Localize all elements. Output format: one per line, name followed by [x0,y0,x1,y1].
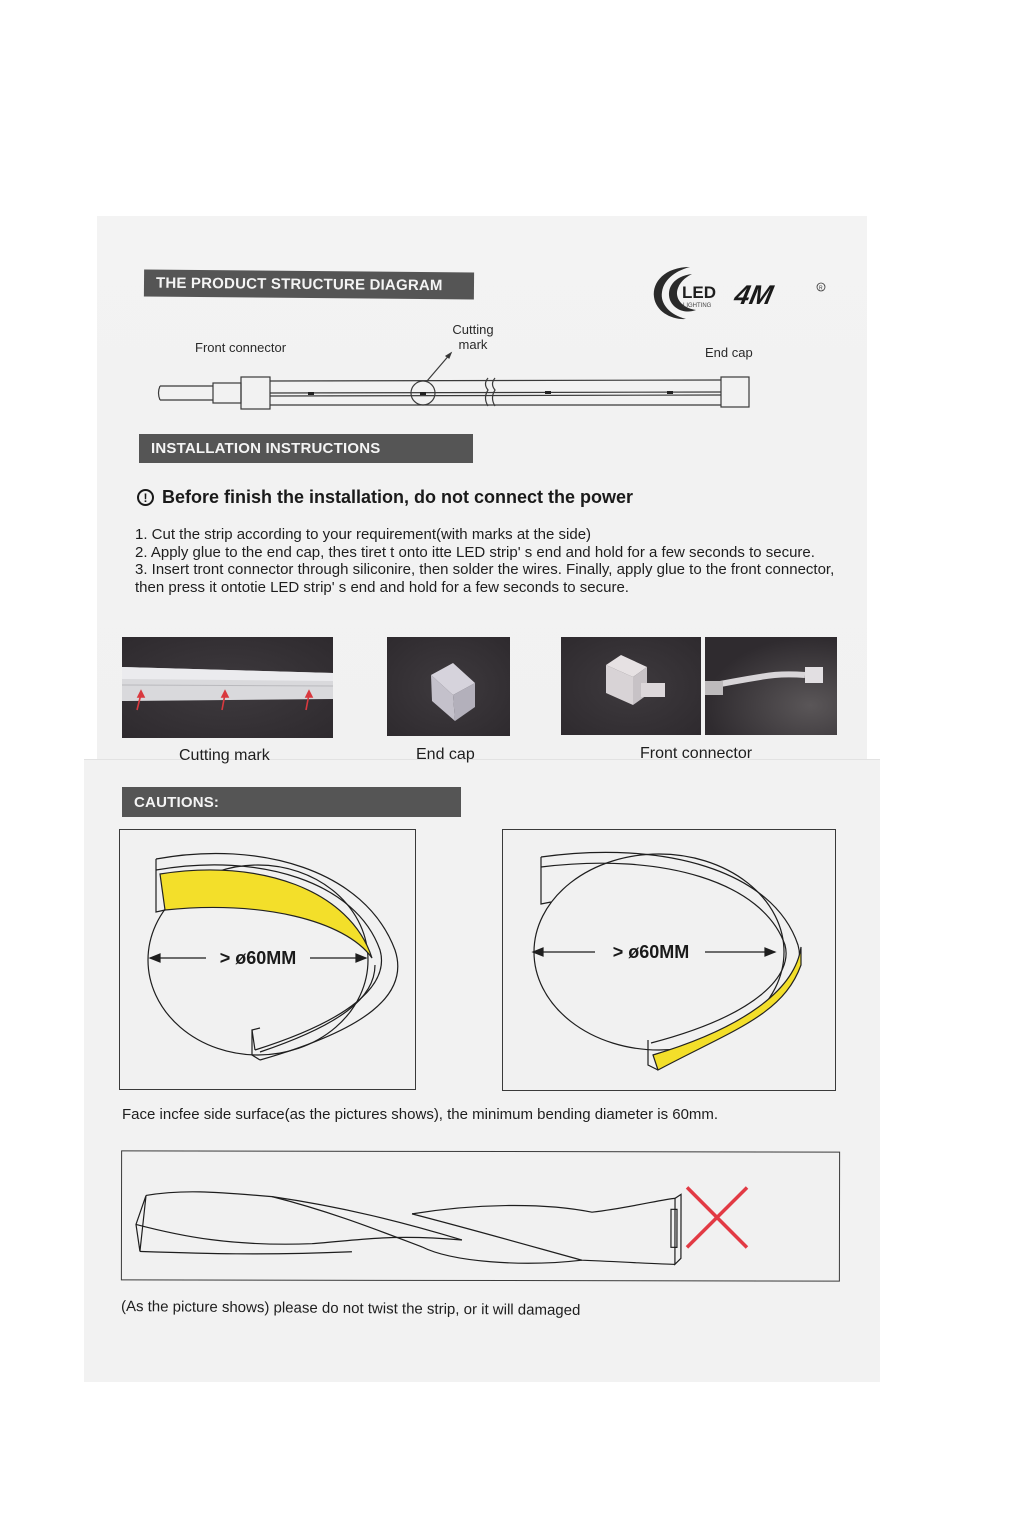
svg-text:LED: LED [682,283,716,302]
svg-text:R: R [819,285,823,292]
bend-caption: Face incfee side surface(as the pictures shows), the minimum bending diameter is 60mm. [122,1106,719,1123]
label-end-cap: End cap [705,345,753,360]
svg-text:4M: 4M [731,279,776,310]
section-title-text: CAUTIONS: [134,793,220,811]
caption-cutting-mark: Cutting mark [179,747,270,764]
label-cutting-line2: mark [458,337,488,352]
section-title-text: THE PRODUCT STRUCTURE DIAGRAM [155,274,443,295]
photo-front-connector-block [561,637,701,735]
label-cutting-line1: Cutting [452,322,494,337]
photo-end-cap [387,637,510,736]
svg-text:LIGHTING: LIGHTING [683,303,712,309]
strip-structure-diagram [155,350,755,415]
svg-text:> ø60MM: > ø60MM [219,948,297,968]
step-3: 3. Insert tront connector through siliconire, then solder the wires. Finally, apply glue to the front connector, then press it ontotie LED strip' s end and hold for a few seconds to secure. [135,561,835,596]
label-front-connector: Front connector [195,340,287,355]
twist-caption: (As the picture shows) please do not twist the strip, or it will damaged [120,1298,581,1320]
installation-steps [135,526,850,596]
bend-diagram-outer-side [502,829,836,1091]
svg-text:> ø60MM: > ø60MM [612,942,690,962]
warning-icon: ! [137,489,154,506]
photo-cutting-mark [122,637,333,738]
twist-diagram [121,1150,840,1281]
led-swoosh-icon [650,262,840,322]
caption-front-connector: Front connector [640,745,753,762]
caption-end-cap: End cap [416,746,475,763]
step-2: 2. Apply glue to the end cap, thes tiret t onto itte LED strip' s end and hold for a few seconds to secure. [135,543,815,561]
step-1: 1. Cut the strip according to your requirement(with marks at the side) [135,526,592,543]
power-warning [137,487,633,508]
section-title-text: INSTALLATION INSTRUCTIONS [151,440,381,457]
photo-front-connector-cable [705,637,837,735]
wrong-x-icon [682,1182,752,1252]
brand-logo [650,262,840,322]
section-title-cautions [122,787,461,817]
warning-text: Before finish the installation, do not connect the power [162,487,634,507]
label-cutting-mark [451,322,495,352]
bend-diagram-inner-face [119,829,416,1090]
section-title-installation [139,434,473,463]
section-title-structure [144,270,474,300]
